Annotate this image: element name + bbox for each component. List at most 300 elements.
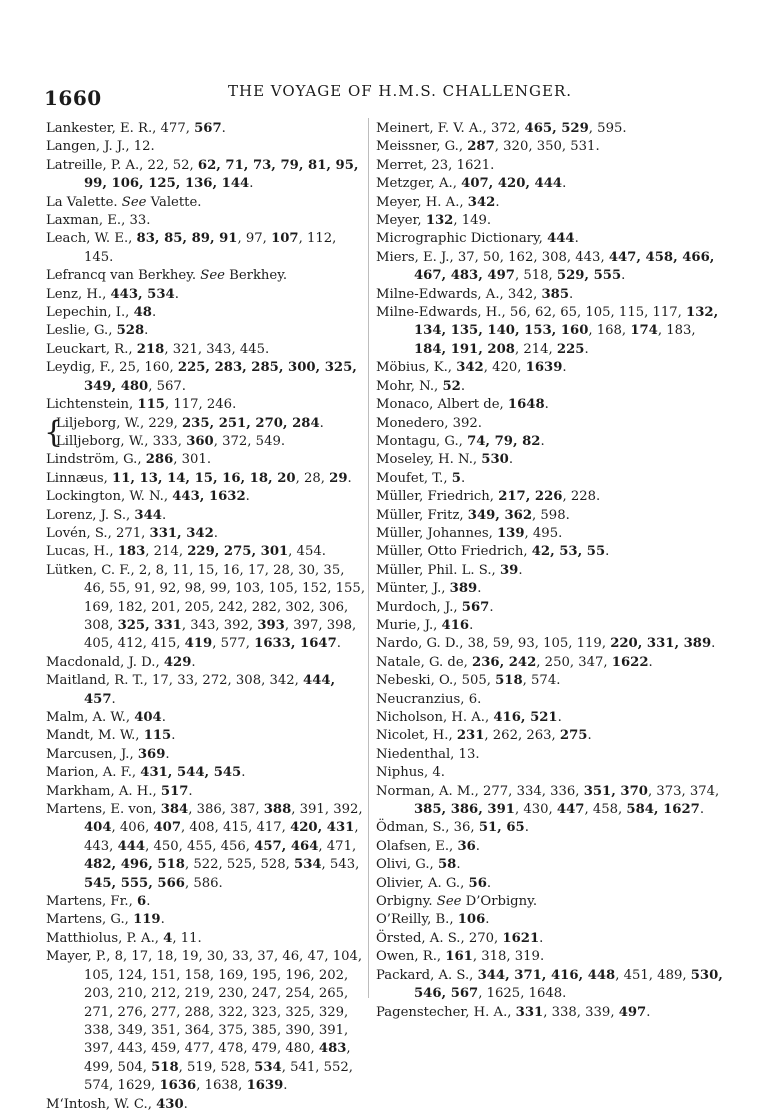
index-entry: [376, 709, 728, 727]
entry-text: Lichtenstein,: [46, 397, 138, 413]
entry-text: , 1625, 1648.: [478, 986, 567, 1002]
bold-page-refs: 36: [457, 838, 476, 854]
entry-text: Macdonald, J. D.,: [46, 654, 164, 670]
entry-text: , 168,: [588, 323, 631, 339]
bold-page-refs: 217, 226: [498, 489, 563, 505]
index-entry: [376, 212, 728, 230]
entry-text: Leslie, G.,: [46, 323, 117, 339]
entry-text: .: [241, 765, 246, 781]
page-number: 1660: [44, 86, 102, 110]
running-title: THE VOYAGE OF H.M.S. CHALLENGER.: [228, 82, 573, 100]
entry-text: Montagu, G.,: [376, 433, 468, 449]
entry-text: .: [587, 728, 592, 744]
entry-text: .: [469, 617, 474, 633]
bold-page-refs: 545, 555, 566: [84, 875, 185, 891]
bold-page-refs: 349, 362: [467, 507, 533, 523]
entry-text: Lefrancq van Berkhey.: [46, 268, 201, 284]
entry-text: Martens, G.,: [46, 912, 134, 928]
entry-text: Moseley, H. N.,: [376, 452, 482, 468]
entry-text: Orbigny.: [376, 894, 437, 910]
entry-text: Möbius, K.,: [376, 360, 457, 376]
bold-page-refs: 225: [556, 341, 585, 357]
index-entry: [376, 562, 728, 580]
entry-text: .: [146, 894, 151, 910]
index-entry: [46, 304, 366, 322]
index-entry: [376, 838, 728, 856]
index-entry: [46, 138, 366, 156]
entry-text: Owen, R.,: [376, 949, 446, 965]
entry-text: Berkhey.: [224, 268, 288, 284]
index-entry: [46, 893, 366, 911]
entry-text: Liljeborg, W., 229,: [56, 415, 182, 431]
index-entry: [376, 451, 728, 469]
index-entry: [376, 194, 728, 212]
entry-text: , 495.: [524, 525, 563, 541]
bold-page-refs: 431, 544, 545: [140, 765, 242, 781]
entry-text: Lorenz, J. S.,: [46, 507, 135, 523]
bold-page-refs: 6: [137, 894, 147, 910]
bold-page-refs: 231: [456, 728, 485, 744]
index-entry: [376, 580, 728, 598]
entry-text: Murdoch, J.,: [376, 599, 462, 615]
index-entry: [376, 249, 728, 286]
index-entry: [376, 856, 728, 874]
entry-text: .: [562, 176, 567, 192]
bold-page-refs: 275: [559, 728, 588, 744]
index-entry: [46, 654, 366, 672]
entry-text: .: [245, 489, 250, 505]
bold-page-refs: 174: [630, 323, 658, 339]
bold-page-refs: 4: [163, 930, 173, 946]
index-entry: [376, 727, 728, 745]
entry-text: D’Orbigny.: [461, 894, 538, 910]
entry-text: .: [540, 433, 545, 449]
index-entry: [376, 764, 728, 782]
entry-text: , 458,: [584, 802, 627, 818]
bold-page-refs: 404: [134, 710, 162, 725]
index-entry: [46, 194, 366, 212]
entry-text: , 1638,: [196, 1078, 247, 1094]
entry-text: Lankester, E. R., 477,: [46, 121, 195, 136]
bold-page-refs: 344: [134, 507, 162, 523]
entry-text: .: [213, 525, 218, 541]
entry-text: .: [336, 636, 341, 652]
index-entry: [46, 396, 366, 414]
entry-text: , 586.: [184, 875, 223, 891]
entry-text: .: [648, 654, 653, 670]
entry-text: , 214,: [145, 544, 188, 560]
entry-text: Merret, 23, 1621.: [376, 157, 495, 173]
bold-page-refs: 220, 331, 389: [610, 636, 712, 652]
entry-text: .: [699, 802, 705, 818]
index-entry: [376, 746, 728, 764]
bold-page-refs: 420, 431: [290, 820, 355, 836]
bold-page-refs: 517: [160, 783, 189, 799]
bold-page-refs: 518: [151, 1059, 179, 1075]
bold-page-refs: 369: [137, 746, 166, 762]
bold-page-refs: 530, 546, 567: [414, 967, 723, 1002]
entry-text: Laxman, E., 33.: [46, 213, 151, 229]
entry-text: Müller, Friedrich,: [376, 489, 499, 505]
entry-text: .: [161, 710, 166, 725]
entry-text: .: [319, 415, 324, 431]
index-entry: [46, 488, 366, 506]
entry-text: , 577,: [212, 636, 255, 652]
index-entry: [376, 893, 728, 911]
index-entry: [46, 746, 366, 764]
bold-page-refs: 1639: [246, 1078, 284, 1094]
entry-text: .: [174, 286, 179, 302]
bold-page-refs: 351, 370: [583, 783, 648, 799]
entry-text: Nardo, G. D., 38, 59, 93, 105, 119,: [376, 636, 611, 652]
index-entry: [46, 727, 366, 745]
entry-text: , 598.: [532, 507, 570, 523]
index-entry: [376, 359, 728, 377]
entry-text: , 301.: [173, 452, 212, 468]
entry-text: Lenz, H.,: [46, 286, 111, 302]
bold-page-refs: 139: [497, 525, 525, 541]
entry-text: Natale, G. de,: [376, 654, 473, 670]
entry-text: .: [584, 341, 589, 357]
index-entry: [46, 672, 366, 709]
index-entry: [376, 120, 728, 138]
index-entry: [376, 433, 728, 451]
entry-text: Münter, J.,: [376, 581, 450, 597]
entry-text: , 318, 319.: [472, 949, 545, 965]
bold-page-refs: 407, 420, 444: [461, 176, 563, 192]
entry-text: Olivi, G.,: [376, 857, 438, 873]
bold-page-refs: 584, 1627: [626, 802, 700, 818]
bold-page-refs: 161: [445, 949, 473, 965]
entry-text: Metzger, A.,: [376, 176, 462, 192]
bold-page-refs: 1636: [159, 1078, 197, 1094]
index-entry: [376, 543, 728, 561]
entry-text: .: [475, 838, 480, 854]
entry-text: , 373, 374,: [647, 783, 720, 799]
entry-text: , 11.: [172, 930, 202, 946]
bold-page-refs: 107: [271, 231, 299, 247]
entry-text: , 451, 489,: [615, 967, 691, 983]
entry-text: .: [191, 654, 196, 670]
entry-text: , 430,: [514, 802, 557, 818]
entry-text: .: [621, 268, 626, 284]
bold-page-refs: 389: [449, 581, 478, 597]
entry-text: Pagenstecher, H. A.,: [376, 1004, 516, 1020]
entry-text: Meyer, H. A.,: [376, 194, 468, 210]
entry-text: Valette.: [146, 194, 202, 210]
entry-text: .: [160, 912, 165, 928]
entry-text: .: [221, 121, 226, 136]
entry-text: Lepechin, I.,: [46, 305, 134, 321]
entry-text: Lovén, S., 271,: [46, 525, 150, 541]
bold-page-refs: 429: [163, 654, 192, 670]
index-entry: [46, 230, 366, 267]
entry-text: Mohr, N.,: [376, 378, 443, 394]
index-entry: [376, 286, 728, 304]
index-entry: [46, 341, 366, 359]
index-entry: [376, 396, 728, 414]
index-entry: [46, 507, 366, 525]
entry-text: , 338, 339,: [543, 1004, 619, 1020]
index-entry: [376, 635, 728, 653]
bold-page-refs: 360: [186, 433, 214, 449]
index-entry: [376, 488, 728, 506]
index-entry: [46, 286, 366, 304]
entry-text: , 406,: [111, 820, 154, 836]
index-entry: [376, 157, 728, 175]
index-entry: [376, 617, 728, 635]
bold-page-refs: 52: [442, 378, 461, 394]
see-reference: See: [121, 194, 147, 210]
entry-text: , 262, 263,: [484, 728, 560, 744]
entry-text: Lindström, G.,: [46, 452, 146, 468]
entry-text: Leydig, F., 25, 160,: [46, 360, 178, 376]
index-entry: [46, 709, 366, 727]
bold-page-refs: 430: [156, 1096, 184, 1112]
bold-page-refs: 344, 371, 416, 448: [477, 967, 616, 983]
entry-text: .: [605, 544, 610, 560]
entry-text: Lilljeborg, W., 333,: [56, 433, 187, 449]
bold-page-refs: 483: [318, 1041, 347, 1057]
entry-text: Linnæus,: [46, 470, 113, 486]
bold-page-refs: 534: [294, 857, 322, 873]
bracketed-entry-group: [46, 415, 366, 452]
entry-text: , 391, 392,: [291, 802, 363, 818]
entry-text: Milne-Edwards, H., 56, 62, 65, 105, 115, 117,: [376, 305, 687, 321]
entry-text: .: [711, 636, 716, 652]
entry-text: .: [646, 1004, 651, 1020]
bold-page-refs: 444: [547, 231, 575, 247]
bold-page-refs: 443, 1632: [172, 489, 246, 505]
bold-page-refs: 447: [556, 802, 585, 818]
bold-page-refs: 56: [468, 875, 487, 891]
bold-page-refs: 235, 251, 270, 284: [181, 415, 320, 431]
bold-page-refs: 115: [143, 728, 172, 744]
entry-text: , 183,: [657, 323, 696, 339]
entry-text: .: [477, 581, 482, 597]
index-entry: [376, 691, 728, 709]
entry-text: Olafsen, E.,: [376, 838, 458, 854]
entry-text: .: [539, 930, 544, 946]
bold-page-refs: 132, 134, 135, 140, 153, 160: [414, 305, 719, 339]
index-entry: [46, 451, 366, 469]
entry-text: , 518,: [514, 268, 557, 284]
entry-text: Lucas, H.,: [46, 544, 118, 560]
index-entry: [376, 1004, 728, 1022]
index-entry: [376, 470, 728, 488]
entry-text: Mandt, M. W.,: [46, 728, 144, 744]
bold-page-refs: 83, 85, 89, 91: [136, 231, 238, 247]
entry-text: , 574.: [522, 673, 561, 689]
entry-text: Müller, Phil. L. S.,: [376, 562, 500, 578]
bold-page-refs: 567: [194, 121, 222, 136]
entry-text: , 149.: [453, 213, 492, 229]
bold-page-refs: 416, 521: [493, 710, 558, 725]
entry-text: Martens, Fr.,: [46, 894, 137, 910]
index-entry: [56, 415, 366, 433]
index-entry: [376, 948, 728, 966]
entry-text: , 228.: [562, 489, 601, 505]
bold-page-refs: 529, 555: [556, 268, 622, 284]
index-entry: [376, 525, 728, 543]
entry-text: .: [460, 378, 466, 394]
bold-page-refs: 218: [136, 341, 165, 357]
index-entry: [46, 783, 366, 801]
index-entry: [46, 948, 366, 1095]
entry-text: Martens, E. von,: [46, 802, 161, 818]
bold-page-refs: 497: [618, 1004, 647, 1020]
bold-page-refs: 444, 457: [84, 673, 336, 707]
bold-page-refs: 236, 242: [472, 654, 537, 670]
index-entry: [376, 783, 728, 820]
bold-page-refs: 1648: [507, 397, 545, 413]
index-entry: [46, 801, 366, 893]
bold-page-refs: 1621: [502, 930, 540, 946]
entry-text: .: [562, 360, 567, 376]
entry-text: Nicolet, H.,: [376, 728, 457, 744]
entry-text: Neucranzius, 6.: [376, 691, 482, 707]
entry-text: Markham, A. H.,: [46, 783, 161, 799]
index-entry: [46, 359, 366, 396]
entry-text: Matthiolus, P. A.,: [46, 930, 164, 946]
bold-page-refs: 331, 342: [149, 525, 214, 541]
bold-page-refs: 11, 13, 14, 15, 16, 18, 20: [112, 470, 296, 486]
entry-text: Leach, W. E.,: [46, 231, 137, 247]
bold-page-refs: 567: [461, 599, 490, 615]
index-entry: [376, 930, 728, 948]
bold-page-refs: 325, 331: [117, 617, 182, 633]
bold-page-refs: 416: [441, 617, 470, 633]
see-reference: See: [436, 894, 462, 910]
entry-text: , 112, 145.: [84, 231, 337, 265]
entry-text: Niphus, 4.: [376, 765, 445, 781]
index-entry: [46, 470, 366, 488]
entry-text: Norman, A. M., 277, 334, 336,: [376, 783, 584, 799]
index-entry: [376, 967, 728, 1004]
entry-text: Murie, J.,: [376, 617, 442, 633]
bold-page-refs: 388: [263, 802, 292, 818]
entry-text: , 543,: [321, 857, 360, 873]
bold-page-refs: 385: [541, 286, 569, 302]
index-entry: [376, 672, 728, 690]
bold-page-refs: 132: [425, 213, 454, 229]
index-entry: [46, 322, 366, 340]
bold-page-refs: 528: [116, 323, 145, 339]
entry-text: .: [485, 912, 490, 928]
entry-text: , 320, 350, 531.: [494, 139, 600, 155]
entry-text: .: [165, 746, 170, 762]
entry-text: , 567.: [148, 378, 186, 394]
entry-text: .: [111, 691, 116, 707]
entry-text: O’Reilly, B.,: [376, 912, 458, 928]
entry-text: .: [518, 562, 523, 578]
bold-page-refs: 443, 534: [110, 286, 175, 302]
entry-text: Monedero, 392.: [376, 415, 482, 431]
entry-text: Nebeski, O., 505,: [376, 673, 496, 689]
entry-text: La Valette.: [46, 194, 122, 210]
entry-text: M‘Intosh, W. C.,: [46, 1096, 157, 1112]
entry-text: , 117, 246.: [164, 397, 237, 413]
bold-page-refs: 457, 464: [254, 838, 319, 854]
entry-text: , 250, 347,: [536, 654, 612, 670]
bold-page-refs: 342: [467, 194, 496, 210]
index-entry: [376, 230, 728, 248]
entry-text: , 28,: [295, 470, 330, 486]
entry-text: , 397, 398, 405, 412, 415,: [84, 617, 357, 652]
index-entry: [46, 120, 366, 138]
index-entry: [376, 175, 728, 193]
bold-page-refs: 407: [153, 820, 182, 836]
entry-text: Lütken, C. F., 2, 8, 11, 15, 16, 17, 28, 30, 35, 46, 55, 91, 92, 98, 99, 103, 105, 152, 155, 169, 182, 201, 205, 242, 282, 302, 306, 308,: [46, 562, 366, 633]
bold-page-refs: 530: [481, 452, 509, 468]
entry-text: .: [489, 599, 494, 615]
entry-text: Marcusen, J.,: [46, 746, 138, 762]
entry-text: , 595.: [588, 121, 627, 136]
see-reference: See: [200, 268, 225, 284]
entry-text: Ödman, S., 36,: [376, 820, 479, 836]
entry-text: , 321, 343, 445.: [164, 341, 270, 357]
entry-text: , 214,: [514, 341, 557, 357]
entry-text: .: [151, 305, 157, 321]
entry-text: Latreille, P. A., 22, 52,: [46, 157, 198, 173]
entry-text: Maitland, R. T., 17, 33, 272, 308, 342,: [46, 673, 304, 689]
entry-text: Langen, J. J., 12.: [46, 139, 155, 155]
index-entry: [56, 433, 366, 451]
bold-page-refs: 1639: [525, 360, 563, 376]
bold-page-refs: 229, 275, 301: [187, 544, 289, 560]
entry-text: , 541, 552, 574, 1629,: [84, 1059, 353, 1094]
entry-text: .: [524, 820, 529, 836]
entry-text: .: [495, 194, 500, 210]
bold-page-refs: 419: [184, 636, 213, 652]
index-entry: [376, 599, 728, 617]
bold-page-refs: 465, 529: [524, 121, 589, 136]
bold-page-refs: 534: [254, 1059, 282, 1075]
bold-page-refs: 393: [257, 617, 285, 633]
bold-page-refs: 183: [117, 544, 146, 560]
brace-mark: {: [44, 414, 64, 450]
bold-page-refs: 482, 496, 518: [84, 857, 185, 873]
entry-text: , 443,: [84, 820, 359, 854]
bold-page-refs: 1622: [611, 654, 649, 670]
index-entry: [46, 764, 366, 782]
entry-text: , 97,: [237, 231, 272, 247]
entry-text: Müller, Johannes,: [376, 525, 497, 541]
entry-text: .: [171, 728, 176, 744]
index-entry: [46, 562, 366, 654]
entry-text: Mayer, P., 8, 17, 18, 19, 30, 33, 37, 46, 47, 104, 105, 124, 151, 158, 169, 195, 196, 202, 203, 210, 212, 219, 230, 247, 254, 265, 271, 276, 277, 288, 322, 323, 325, 329, 338, 349, 351, 364, 375, 385, 390, 391, 397, 443, 459, 477, 478, 479, 480,: [46, 949, 363, 1057]
entry-text: .: [161, 507, 167, 523]
index-entry: [46, 212, 366, 230]
entry-text: Micrographic Dictionary,: [376, 231, 548, 247]
entry-text: Müller, Fritz,: [376, 507, 468, 523]
bold-page-refs: 115: [137, 397, 165, 413]
bold-page-refs: 5: [451, 470, 461, 486]
bold-page-refs: 58: [437, 857, 457, 873]
entry-text: Meissner, G.,: [376, 139, 468, 155]
index-entry: [376, 304, 728, 359]
index-entry: [376, 378, 728, 396]
bold-page-refs: 444: [117, 838, 146, 854]
entry-text: , 519, 528,: [178, 1059, 255, 1075]
entry-text: .: [347, 470, 352, 486]
entry-text: , 471,: [318, 838, 357, 854]
entry-text: , 386, 387,: [188, 802, 264, 818]
bold-page-refs: 404: [84, 820, 112, 836]
entry-text: .: [188, 783, 193, 799]
entry-text: .: [460, 470, 466, 486]
entry-text: Miers, E. J., 37, 50, 162, 308, 443,: [376, 249, 609, 265]
